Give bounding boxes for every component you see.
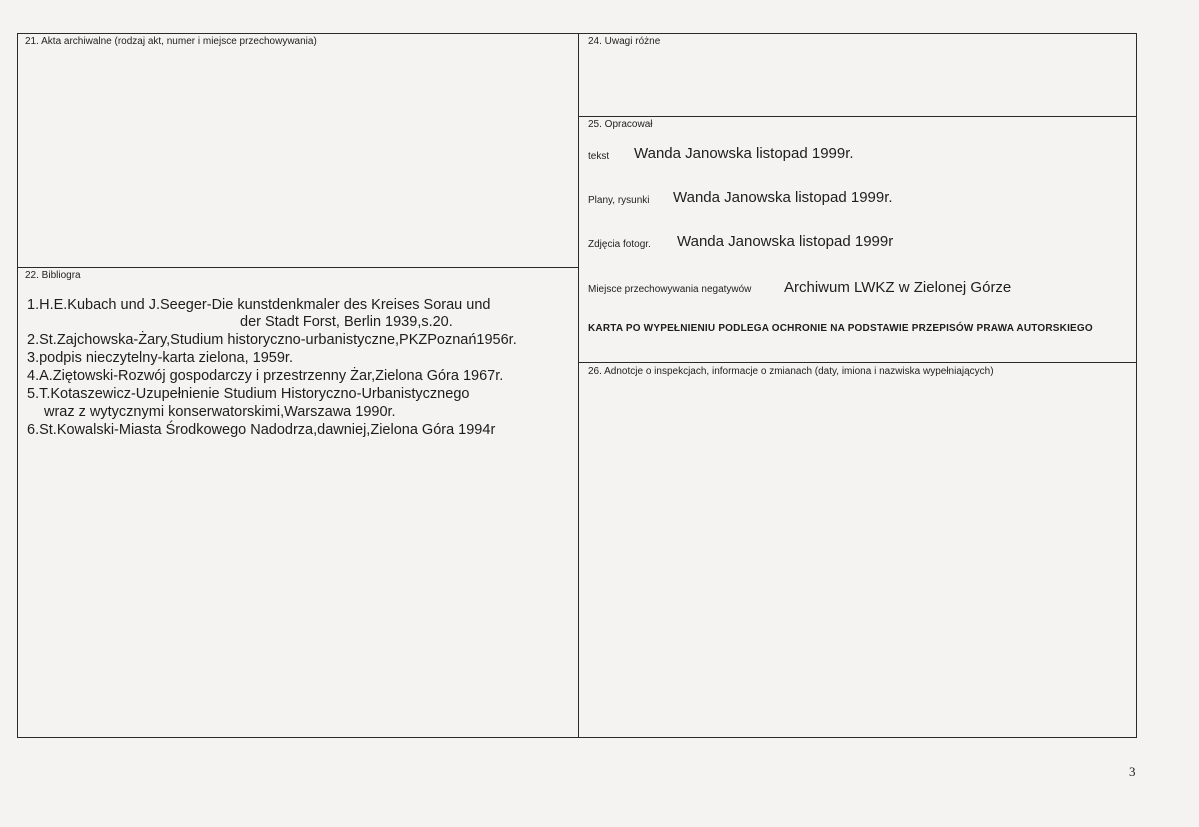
negatives-storage-value: Archiwum LWKZ w Zielonej Górze xyxy=(784,279,1012,296)
section-24-label: 24. Uwagi różne xyxy=(588,36,661,47)
prepared-plans-label: Plany, rysunki xyxy=(588,195,650,206)
section-21-label: 21. Akta archiwalne (rodzaj akt, numer i miejsce przechowywania) xyxy=(25,36,317,47)
prepared-plans-value: Wanda Janowska listopad 1999r. xyxy=(673,189,893,206)
bibliography-entry-3: 3.podpis nieczytelny-karta zielona, 1959r. xyxy=(27,350,293,366)
bibliography-entry-4: 4.A.Ziętowski-Rozwój gospodarczy i przestrzenny Żar,Zielona Góra 1967r. xyxy=(27,368,504,384)
section-25-label: 25. Opracował xyxy=(588,119,653,130)
prepared-text-value: Wanda Janowska listopad 1999r. xyxy=(634,145,854,162)
divider-21-22 xyxy=(17,267,579,268)
bibliography-entry-1-cont: der Stadt Forst, Berlin 1939,s.20. xyxy=(240,314,453,330)
bibliography-entry-5-cont: wraz z wytycznymi konserwatorskimi,Warszawa 1990r. xyxy=(44,404,396,420)
section-26-label: 26. Adnotcje o inspekcjach, informacje o zmianach (daty, imiona i nazwiska wypełniających) xyxy=(588,366,994,377)
prepared-photos-value: Wanda Janowska listopad 1999r xyxy=(677,233,894,250)
page-number: 3 xyxy=(1129,764,1136,779)
section-22-label: 22. Bibliogra xyxy=(25,270,81,281)
prepared-photos-label: Zdjęcia fotogr. xyxy=(588,239,651,250)
bibliography-entry-1: 1.H.E.Kubach und J.Seeger-Die kunstdenkmaler des Kreises Sorau und xyxy=(27,297,491,313)
divider-25-26 xyxy=(578,362,1137,363)
column-divider xyxy=(578,33,579,738)
bibliography-entry-5: 5.T.Kotaszewicz-Uzupełnienie Studium Historyczno-Urbanistycznego xyxy=(27,386,470,402)
bibliography-entry-2: 2.St.Zajchowska-Żary,Studium historyczno-urbanistyczne,PKZPoznań1956r. xyxy=(27,332,517,348)
copyright-notice: KARTA PO WYPEŁNIENIU PODLEGA OCHRONIE NA PODSTAWIE PRZEPISÓW PRAWA AUTORSKIEGO xyxy=(588,323,1093,334)
bibliography-entry-6: 6.St.Kowalski-Miasta Środkowego Nadodrza,dawniej,Zielona Góra 1994r xyxy=(27,422,496,438)
divider-24-25 xyxy=(578,116,1137,117)
negatives-storage-label: Miejsce przechowywania negatywów xyxy=(588,284,752,295)
prepared-text-label: tekst xyxy=(588,151,610,162)
